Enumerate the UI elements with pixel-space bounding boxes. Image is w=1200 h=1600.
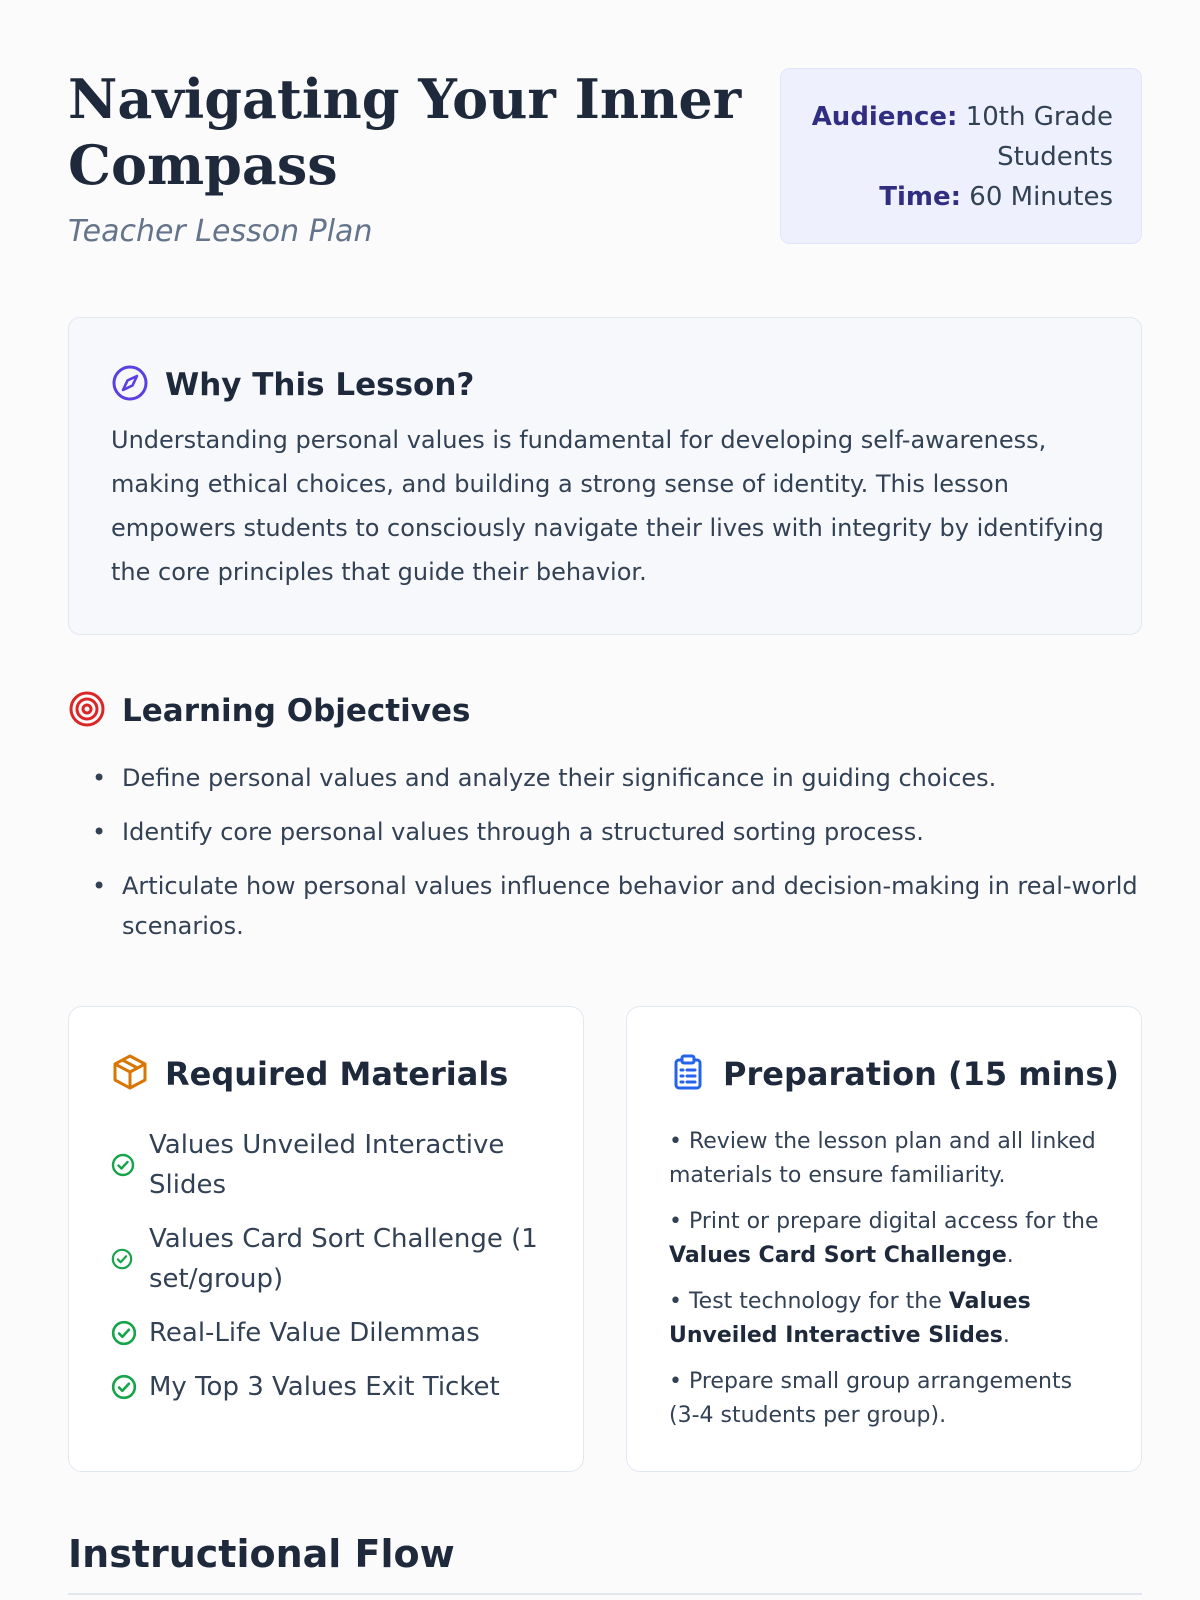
preparation-item	[669, 1205, 1109, 1273]
preparation-item	[669, 1365, 1109, 1433]
objectives-heading: Learning Objectives	[122, 693, 471, 729]
prep-emphasis: Values Card Sort Challenge	[669, 1243, 1007, 1268]
prep-text-end: .	[1002, 1323, 1010, 1348]
clipboard-icon	[669, 1053, 707, 1095]
page-subtitle: Teacher Lesson Plan	[68, 214, 373, 249]
compass-icon	[111, 364, 149, 406]
audience-row	[801, 97, 1113, 177]
materials-list	[111, 1125, 551, 1421]
lesson-header	[68, 66, 1142, 256]
materials-heading-row	[111, 1053, 508, 1095]
check-circle-icon	[111, 1320, 137, 1346]
target-icon	[68, 690, 106, 732]
preparation-heading: Preparation (15 mins)	[723, 1055, 1120, 1093]
material-label: Real-Life Value Dilemmas	[149, 1318, 480, 1348]
why-heading: Why This Lesson?	[165, 367, 475, 403]
prep-emphasis: Values Unveiled Interactive Slides	[669, 1289, 1031, 1348]
why-body-text: Understanding personal values is fundamental for developing self-awareness, making ethical choices, and building a strong sense of identity. This lesson empowers students to consciously navigate their lives with integrity by identifying the core principles that guide their behavior.	[111, 426, 1104, 586]
objectives-heading-row	[68, 690, 470, 732]
instructional-flow-heading: Instructional Flow	[68, 1532, 455, 1576]
required-materials-card	[68, 1006, 584, 1472]
objective-item: • Identify core personal values through a structured sorting process.	[88, 812, 1138, 852]
check-circle-icon	[111, 1374, 137, 1400]
why-this-lesson-card	[68, 317, 1142, 635]
prep-text: • Prepare small group arrangements (3-4 students per group).	[669, 1369, 1073, 1428]
preparation-card	[626, 1006, 1142, 1472]
objectives-list	[88, 758, 1138, 960]
check-circle-icon	[111, 1248, 137, 1270]
objective-item: • Articulate how personal values influence behavior and decision-making in real-world scenarios.	[88, 866, 1138, 946]
time-value: 60 Minutes	[969, 182, 1113, 212]
prep-text: • Test technology for the	[669, 1289, 949, 1314]
preparation-heading-row	[669, 1053, 1119, 1095]
lesson-meta-box	[780, 68, 1142, 244]
check-circle-icon	[111, 1153, 137, 1177]
materials-heading: Required Materials	[165, 1055, 509, 1093]
material-label: Values Unveiled Interactive Slides	[149, 1130, 505, 1200]
preparation-item	[669, 1125, 1109, 1193]
time-row	[801, 177, 1113, 217]
material-item	[111, 1219, 551, 1299]
material-item	[111, 1125, 551, 1205]
material-label: My Top 3 Values Exit Ticket	[149, 1372, 500, 1402]
preparation-item	[669, 1285, 1109, 1353]
prep-text: • Print or prepare digital access for the	[669, 1209, 1099, 1234]
prep-text: • Review the lesson plan and all linked materials to ensure familiarity.	[669, 1129, 1096, 1188]
preparation-list	[669, 1125, 1109, 1445]
material-item	[111, 1367, 551, 1407]
audience-value: 10th Grade Students	[965, 102, 1113, 172]
why-heading-row	[111, 364, 474, 406]
section-divider	[68, 1593, 1142, 1595]
page-title: Navigating Your Inner Compass	[68, 67, 742, 197]
prep-text-end: .	[1006, 1243, 1014, 1268]
audience-label: Audience:	[811, 102, 958, 132]
objective-item: • Define personal values and analyze their significance in guiding choices.	[88, 758, 1138, 798]
material-label: Values Card Sort Challenge (1 set/group)	[149, 1224, 538, 1294]
material-item	[111, 1313, 551, 1353]
box-icon	[111, 1053, 149, 1095]
time-label: Time:	[879, 182, 962, 212]
